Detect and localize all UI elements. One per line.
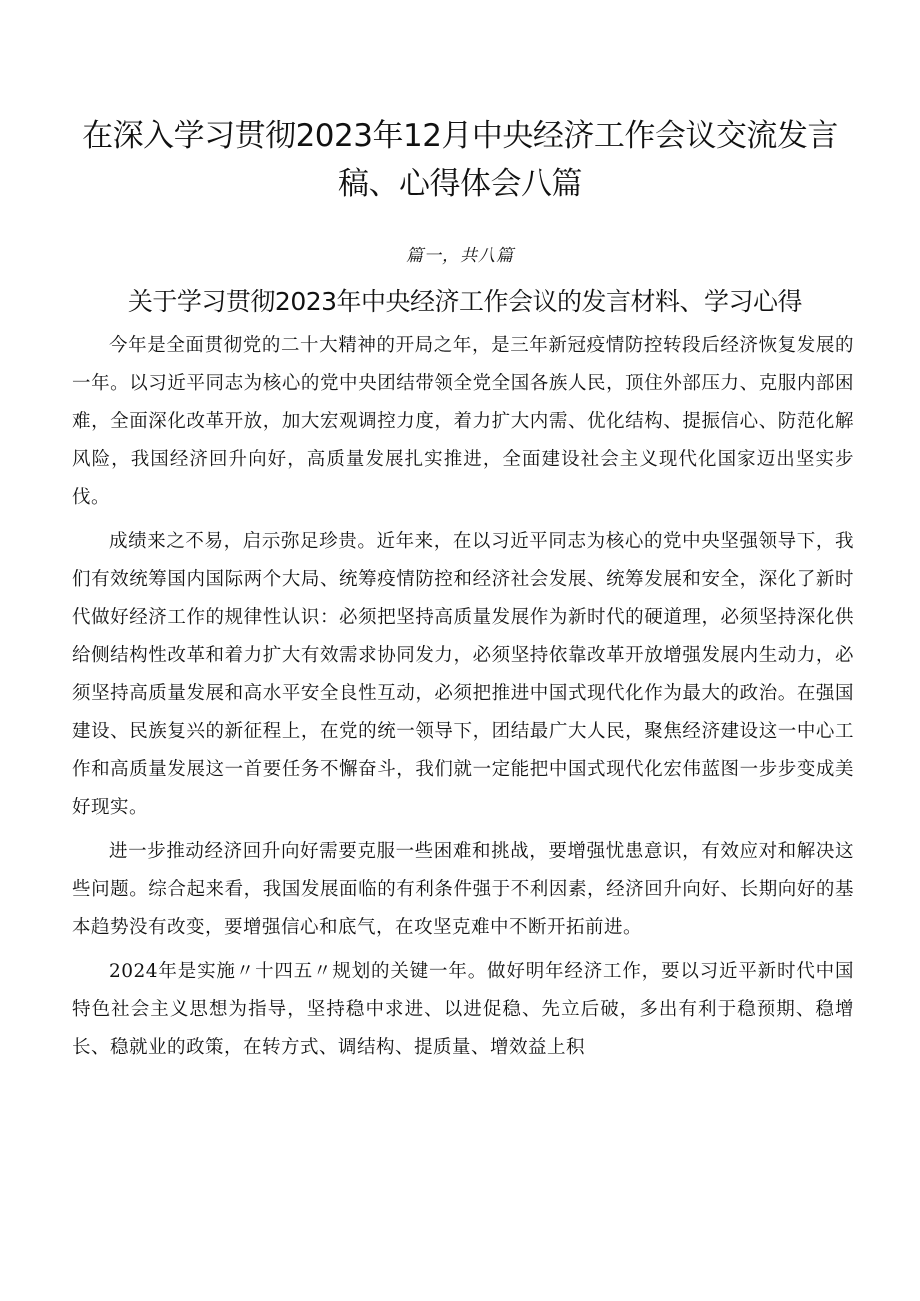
section-label: 篇一，共八篇 <box>406 246 514 266</box>
body-paragraph: 2024年是实施〃十四五〃规划的关键一年。做好明年经济工作，要以习近平新时代中国特色社会主义思想为指导，坚持稳中求进、以进促稳、先立后破，多出有利于稳预期、稳增长、稳就业的政策，在转方式、调结构、提质量、增效益上积 <box>72 961 854 1058</box>
section-heading: 关于学习贯彻2023年中央经济工作会议的发言材料、学习心得 <box>127 287 803 316</box>
body-paragraph: 今年是全面贯彻党的二十大精神的开局之年，是三年新冠疫情防控转段后经济恢复发展的一年。以习近平同志为核心的党中央团结带领全党全国各族人民，顶住外部压力、克服内部困难，全面深化改革开放，加大宏观调控力度，着力扩大内需、优化结构、提振信心、防范化解风险，我国经济回升向好，高质量发展扎实推进，全面建设社会主义现代化国家迈出坚实步伐。 <box>72 335 854 508</box>
document-body <box>72 327 854 1067</box>
body-paragraph: 成绩来之不易，启示弥足珍贵。近年来，在以习近平同志为核心的党中央坚强领导下，我们有效统筹国内国际两个大局、统筹疫情防控和经济社会发展、统筹发展和安全，深化了新时代做好经济工作的规律性认识：必须把坚持高质量发展作为新时代的硬道理，必须坚持深化供给侧结构性改革和着力扩大有效需求协同发力，必须坚持依靠改革开放增强发展内生动力，必须坚持高质量发展和高水平安全良性互动，必须把推进中国式现代化作为最大的政治。在强国建设、民族复兴的新征程上，在党的统一领导下，团结最广大人民，聚焦经济建设这一中心工作和高质量发展这一首要任务不懈奋斗，我们就一定能把中国式现代化宏伟蓝图一步步变成美好现实。 <box>72 531 854 818</box>
body-paragraph: 进一步推动经济回升向好需要克服一些困难和挑战，要增强忧患意识，有效应对和解决这些问题。综合起来看，我国发展面临的有利条件强于不利因素，经济回升向好、长期向好的基本趋势没有改变，要增强信心和底气，在攻坚克难中不断开拓前进。 <box>72 841 854 938</box>
document-title: 在深入学习贯彻2023年12月中央经济工作会议交流发言稿、心得体会八篇 <box>82 118 838 202</box>
